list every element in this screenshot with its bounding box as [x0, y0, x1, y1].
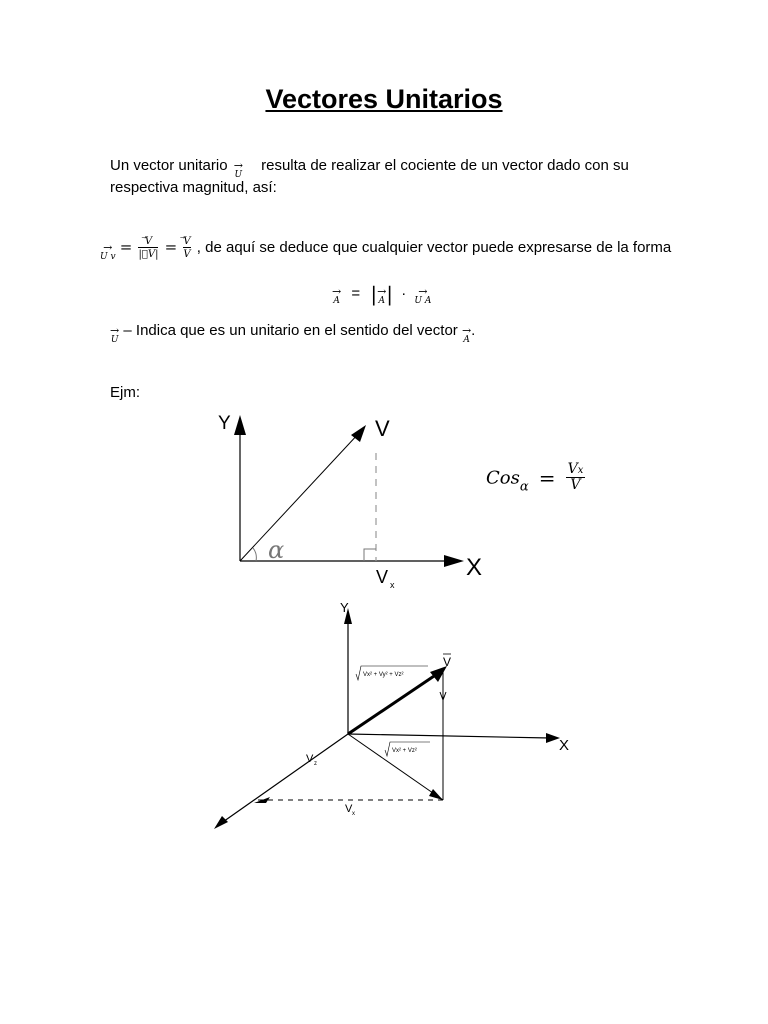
formula1-fraction-1: $\frac{V}{|⃗V|}$ [138, 235, 159, 260]
formula-vector-expression: → A = | → A | · → U A [332, 282, 432, 307]
note-line: → U – Indica que es un unitario en el sentido del vector → A . [110, 322, 476, 346]
z-axis-3d [220, 734, 348, 824]
x-axis-3d [348, 734, 550, 738]
figure-3d-vector [200, 596, 580, 836]
x-arrowhead-3d [546, 733, 560, 743]
vector-xz-projection [348, 734, 443, 800]
vz-label: V [306, 753, 314, 765]
formula1-text: , de aquí se deduce que cualquier vector puede expresarse de la forma [196, 239, 672, 256]
angle-label: α [268, 536, 285, 564]
v-label-3d: V [443, 655, 452, 669]
x-label-3d: X [559, 737, 570, 754]
y-label-3d: Y [340, 600, 349, 615]
intro-text-1: Un vector unitario [110, 157, 228, 174]
vx-label: V [376, 567, 389, 587]
intro-paragraph [110, 155, 629, 199]
unit-vector-symbol: → U [233, 159, 243, 181]
angle-arc [253, 548, 256, 561]
vz-subscript: z [314, 761, 317, 767]
example-label: Ejm: [110, 384, 140, 401]
formula-unit-definition: → U v = $\frac{V}{|⃗V|}$ = $\frac{V}{V}$ , de aquí se deduce que cualquier vector puede expresarse de la forma [100, 235, 672, 263]
vx-subscript-3d: x [352, 811, 355, 817]
y-label: Y [218, 413, 231, 434]
intro-text-2: resulta de realizar el cociente de un vector dado con su [261, 157, 629, 174]
vx-subscript: x [390, 580, 395, 590]
vector-v [240, 432, 360, 561]
magnitude-2d-label: Vx² + Vz² [392, 748, 417, 754]
formula1-fraction-2: $\frac{V}{V}$ [183, 235, 191, 260]
v-label: V [375, 416, 390, 441]
magnitude-3d-label: Vx² + Vy² + Vz² [363, 672, 404, 678]
page-title: Vectores Unitarios [265, 84, 503, 114]
x-arrowhead [444, 555, 464, 567]
projection-arrowhead [429, 789, 443, 800]
right-angle-mark [364, 549, 376, 561]
x-label: X [466, 554, 483, 581]
vector-v-3d [348, 672, 440, 734]
intro-text-line2: respectiva magnitud, así: [110, 179, 277, 196]
figure-2d-vector [210, 405, 600, 595]
z-arrowhead-3d [214, 816, 228, 829]
formula1-lhs: → U v [100, 241, 116, 263]
cosine-formula: Cos$_\alpha$ = $\frac{Vx}{V}$ [486, 461, 584, 495]
y-arrowhead [234, 415, 246, 435]
vx-label-3d: V [345, 803, 353, 815]
